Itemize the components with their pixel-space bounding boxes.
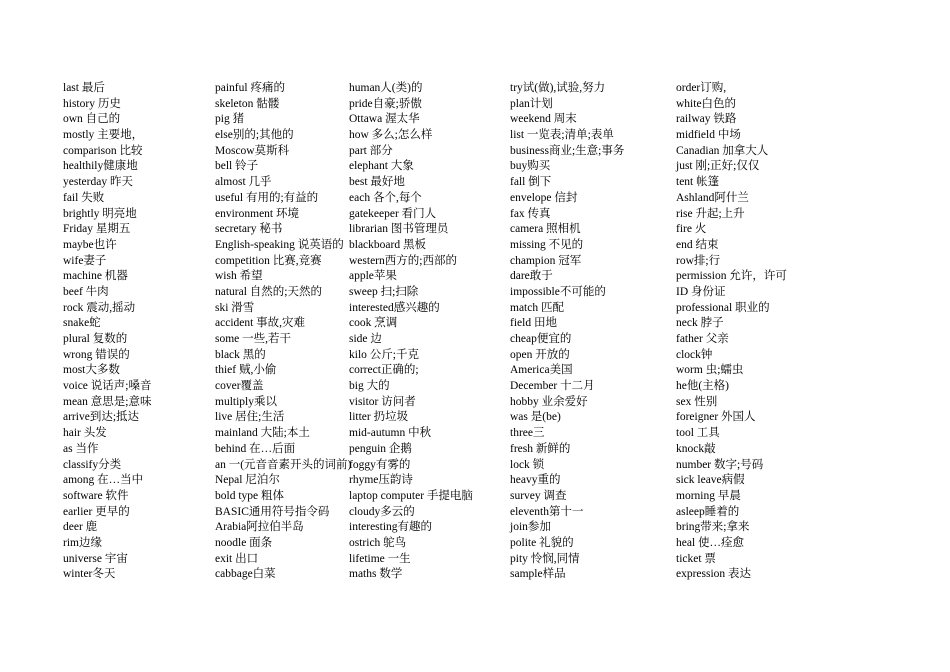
vocab-entry: some 一些,若干 — [215, 333, 292, 345]
vocab-entry: ID 身份证 — [676, 285, 726, 298]
vocab-entry: mid-autumn 中秋 — [349, 427, 432, 440]
vocab-entry: foreigner 外国人 — [676, 411, 756, 424]
vocab-entry: environment 环境 — [215, 207, 299, 220]
vocab-entry: Canadian 加拿大人 — [676, 144, 769, 157]
vocab-entry: eleventh第十一 — [510, 505, 584, 518]
vocab-entry: natural 自然的;天然的 — [215, 285, 322, 298]
vocab-entry: dare敢于 — [510, 270, 553, 283]
vocab-entry: try试(做),试验,努力 — [510, 82, 606, 94]
vocab-entry: permission 允许，许可 — [676, 270, 787, 283]
vocab-entry: lifetime 一生 — [349, 552, 411, 565]
vocab-entry: bell 铃子 — [215, 160, 259, 173]
vocab-entry: skeleton 骷髅 — [215, 97, 280, 110]
word-column-4 — [510, 81, 624, 583]
vocab-entry: knock敲 — [676, 442, 716, 455]
vocab-entry: history 历史 — [63, 97, 121, 110]
vocab-entry: America美国 — [510, 364, 573, 377]
vocab-entry: live 居住;生活 — [215, 411, 285, 424]
vocab-entry: maths 数学 — [349, 568, 403, 581]
vocab-entry: clock钟 — [676, 348, 713, 361]
vocab-entry: Ashland阿什兰 — [676, 191, 749, 204]
vocab-entry: wife妻子 — [63, 254, 107, 267]
vocab-entry: missing 不见的 — [510, 238, 584, 251]
vocab-entry: polite 礼貌的 — [510, 536, 574, 549]
vocab-entry: wish 希望 — [215, 270, 263, 283]
vocab-entry: ski 滑雪 — [215, 301, 255, 314]
vocab-entry: black 黑的 — [215, 348, 266, 361]
word-column-3 — [349, 81, 473, 583]
word-column-1 — [63, 81, 151, 583]
vocab-entry: last 最后 — [63, 82, 105, 94]
vocab-entry: wrong 错误的 — [63, 348, 130, 361]
vocab-entry: buy购买 — [510, 160, 551, 173]
vocab-entry: an 一(元音音素开头的词前) — [215, 458, 352, 471]
vocab-entry: sex 性别 — [676, 395, 718, 408]
vocab-entry: survey 调查 — [510, 489, 567, 502]
vocab-entry: bold type 粗体 — [215, 489, 284, 502]
vocab-entry: painful 疼痛的 — [215, 82, 285, 94]
vocab-entry: litter 扔垃圾 — [349, 411, 409, 424]
vocab-entry: sweep 扫;扫除 — [349, 285, 419, 298]
vocab-entry: arrive到达;抵达 — [63, 411, 140, 424]
vocab-entry: behind 在…后面 — [215, 442, 296, 455]
vocab-entry: morning 早晨 — [676, 489, 741, 502]
vocab-entry: winter冬天 — [63, 568, 116, 581]
vocab-entry: part 部分 — [349, 144, 393, 157]
vocab-entry: list 一览表;清单;表单 — [510, 129, 614, 142]
vocab-entry: Arabia阿拉伯半岛 — [215, 521, 304, 534]
vocab-entry: rhyme压韵诗 — [349, 474, 413, 487]
vocab-entry: correct正确的; — [349, 364, 419, 377]
vocab-entry: own 自己的 — [63, 113, 121, 126]
vocab-entry: competition 比赛,竞赛 — [215, 254, 322, 267]
vocab-entry: midfield 中场 — [676, 129, 741, 142]
vocab-entry: sample样品 — [510, 568, 566, 581]
vocab-entry: expression 表达 — [676, 568, 752, 581]
vocab-entry: row排;行 — [676, 254, 721, 267]
vocab-entry: impossible不可能的 — [510, 285, 606, 298]
vocab-entry: number 数字;号码 — [676, 458, 764, 471]
vocab-entry: plural 复数的 — [63, 333, 128, 345]
vocab-entry: match 匹配 — [510, 301, 564, 314]
vocab-entry: interesting有趣的 — [349, 521, 433, 534]
vocab-entry: champion 冠军 — [510, 254, 582, 267]
word-column-2 — [215, 81, 351, 583]
vocab-entry: bring带来;拿来 — [676, 521, 750, 534]
vocab-entry: machine 机器 — [63, 270, 128, 283]
vocab-entry: laptop computer 手提电脑 — [349, 489, 473, 502]
vocab-entry: apple苹果 — [349, 270, 397, 283]
vocab-entry: pig 猪 — [215, 113, 245, 126]
vocab-entry: useful 有用的;有益的 — [215, 191, 319, 204]
vocab-entry: brightly 明亮地 — [63, 207, 137, 220]
vocab-entry: as 当作 — [63, 442, 99, 455]
vocab-entry: kilo 公斤;千克 — [349, 348, 419, 361]
vocab-entry: pity 怜悯,同情 — [510, 552, 580, 565]
vocab-entry: beef 牛肉 — [63, 285, 109, 298]
vocab-entry: cheap便宜的 — [510, 333, 572, 345]
vocab-entry: December 十二月 — [510, 380, 595, 393]
vocab-entry: exit 出口 — [215, 552, 259, 565]
vocab-entry: pride自豪;骄傲 — [349, 97, 422, 110]
vocab-entry: fail 失败 — [63, 191, 105, 204]
vocab-entry: best 最好地 — [349, 176, 405, 189]
vocab-entry: secretary 秘书 — [215, 223, 283, 236]
vocab-entry: weekend 周末 — [510, 113, 577, 126]
vocab-entry: sick leave病假 — [676, 474, 745, 487]
vocab-entry: yesterday 昨天 — [63, 176, 133, 189]
vocab-entry: camera 照相机 — [510, 223, 581, 236]
vocab-entry: each 各个,每个 — [349, 191, 422, 204]
vocab-entry: western西方的;西部的 — [349, 254, 457, 267]
vocab-entry: BASIC通用符号指令码 — [215, 505, 330, 518]
vocab-entry: voice 说话声;嗓音 — [63, 380, 152, 393]
vocab-entry: almost 几乎 — [215, 176, 272, 189]
vocab-entry: visitor 访问者 — [349, 395, 416, 408]
vocab-entry: envelope 信封 — [510, 191, 578, 204]
vocab-entry: he他(主格) — [676, 380, 730, 393]
vocab-entry: join参加 — [510, 521, 551, 534]
vocab-entry: ostrich 鸵鸟 — [349, 536, 407, 549]
vocab-entry: healthily健康地 — [63, 160, 138, 173]
vocab-entry: comparison 比较 — [63, 144, 143, 157]
vocab-entry: universe 宇宙 — [63, 552, 128, 565]
vocab-entry: neck 脖子 — [676, 317, 724, 330]
vocab-entry: rise 升起;上升 — [676, 207, 745, 220]
vocab-entry: professional 职业的 — [676, 301, 770, 314]
vocab-entry: most大多数 — [63, 364, 120, 377]
vocab-entry: plan计划 — [510, 97, 553, 110]
vocab-entry: Friday 星期五 — [63, 223, 131, 236]
vocab-entry: side 边 — [349, 333, 382, 345]
vocab-entry: heavy重的 — [510, 474, 561, 487]
vocab-entry: hair 头发 — [63, 427, 107, 440]
vocab-entry: field 田地 — [510, 317, 557, 330]
vocab-entry: cabbage白菜 — [215, 568, 276, 581]
vocab-entry: end 结束 — [676, 238, 719, 251]
vocab-entry: mean 意思是;意味 — [63, 395, 152, 408]
vocab-entry: cloudy多云的 — [349, 505, 415, 518]
vocab-entry: rim边缘 — [63, 536, 102, 549]
vocab-entry: blackboard 黑板 — [349, 238, 426, 251]
vocab-entry: librarian 图书管理员 — [349, 223, 449, 236]
vocab-entry: asleep睡着的 — [676, 505, 740, 518]
vocab-entry: cook 烹调 — [349, 317, 398, 330]
vocab-entry: was 是(be) — [510, 411, 561, 424]
vocab-entry: fax 传真 — [510, 207, 551, 220]
vocab-entry: human人(类)的 — [349, 82, 423, 94]
vocab-entry: fall 倒下 — [510, 176, 552, 189]
vocab-entry: Moscow莫斯科 — [215, 144, 290, 157]
vocab-entry: hobby 业余爱好 — [510, 395, 588, 408]
vocab-entry: just 刚;正好;仅仅 — [676, 160, 760, 173]
vocab-entry: how 多么;怎么样 — [349, 129, 433, 142]
vocab-entry: cover覆盖 — [215, 380, 264, 393]
vocab-entry: order订购, — [676, 82, 727, 94]
vocab-entry: business商业;生意;事务 — [510, 144, 625, 157]
vocab-entry: deer 鹿 — [63, 521, 98, 534]
vocab-entry: tool 工具 — [676, 427, 720, 440]
vocab-entry: open 开放的 — [510, 348, 570, 361]
vocab-entry: classify分类 — [63, 458, 122, 471]
vocab-entry: interested感兴趣的 — [349, 301, 440, 314]
vocab-entry: else别的;其他的 — [215, 129, 294, 142]
vocab-entry: heal 使…痊愈 — [676, 536, 745, 549]
vocab-entry: ticket 票 — [676, 552, 716, 565]
vocab-entry: railway 铁路 — [676, 113, 737, 126]
vocab-entry: fresh 新鲜的 — [510, 442, 571, 455]
vocab-entry: thief 贼,小偷 — [215, 364, 277, 377]
vocab-entry: maybe也许 — [63, 238, 117, 251]
vocab-entry: among 在…当中 — [63, 474, 144, 487]
vocab-entry: tent 帐篷 — [676, 176, 720, 189]
vocab-entry: gatekeeper 看门人 — [349, 207, 437, 220]
vocab-entry: worm 虫;蠕虫 — [676, 364, 744, 377]
vocab-entry: noodle 面条 — [215, 536, 273, 549]
vocab-entry: snake蛇 — [63, 317, 101, 330]
vocab-entry: penguin 企鹅 — [349, 442, 412, 455]
vocab-entry: English-speaking 说英语的 — [215, 238, 344, 251]
vocab-entry: earlier 更早的 — [63, 505, 130, 518]
vocab-entry: father 父亲 — [676, 333, 729, 345]
vocab-entry: fire 火 — [676, 223, 707, 236]
vocab-entry: three三 — [510, 427, 545, 440]
word-column-5 — [676, 81, 787, 583]
vocab-entry: mostly 主要地， — [63, 129, 144, 142]
vocab-entry: Nepal 尼泊尔 — [215, 474, 280, 487]
vocab-entry: mainland 大陆;本土 — [215, 427, 310, 440]
vocab-entry: accident 事故,灾难 — [215, 317, 306, 330]
vocab-entry: lock 锁 — [510, 458, 545, 471]
vocab-entry: software 软件 — [63, 489, 129, 502]
vocab-entry: foggy有雾的 — [349, 458, 411, 471]
vocab-entry: rock 震动,摇动 — [63, 301, 136, 314]
vocab-entry: white白色的 — [676, 97, 737, 110]
vocab-entry: big 大的 — [349, 380, 390, 393]
vocab-entry: multiply乘以 — [215, 395, 277, 408]
vocab-entry: elephant 大象 — [349, 160, 414, 173]
vocab-entry: Ottawa 渥太华 — [349, 113, 420, 126]
